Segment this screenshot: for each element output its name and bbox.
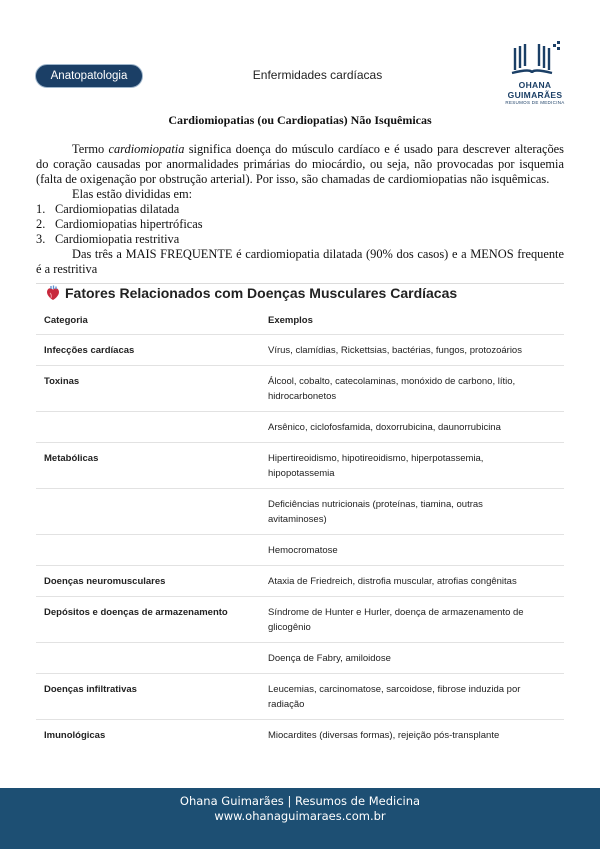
list-item (36, 217, 564, 232)
header-category: Categoria (44, 315, 88, 326)
row-examples: Vírus, clamídias, Rickettsias, bactérias, fungos, protozoários (268, 345, 522, 356)
row-examples: Síndrome de Hunter e Hurler, doença de armazenamento de glicogênio (268, 607, 524, 633)
table-row (36, 674, 564, 720)
row-category: Doenças infiltrativas (44, 684, 137, 695)
page-footer (0, 788, 600, 849)
table-row (36, 335, 564, 366)
row-category: Metabólicas (44, 453, 99, 464)
row-examples: Ataxia de Friedreich, distrofia muscular, atrofias congênitas (268, 576, 517, 587)
intro-text-start: Termo (72, 142, 109, 156)
row-examples: Miocardites (diversas formas), rejeição pós-transplante (268, 730, 500, 741)
logo-name: OHANA GUIMARÃES (507, 80, 563, 100)
open-book-logo-icon (509, 40, 561, 78)
row-category (36, 651, 268, 666)
anatomical-heart-icon (46, 285, 60, 301)
row-examples: Hipertireoidismo, hipotireoidismo, hiperpotassemia, hipopotassemia (268, 453, 484, 479)
row-category: Infecções cardíacas (44, 345, 135, 356)
footer-website-link[interactable]: www.ohanaguimaraes.com.br (214, 809, 386, 823)
table-row (36, 643, 564, 674)
row-category: Imunológicas (44, 730, 106, 741)
header-examples: Exemplos (268, 315, 313, 326)
row-category (36, 497, 268, 527)
intro-text-end: significa doença do músculo cardíaco e é usado para descrever alterações do coração causadas por anormalidades primárias do miocárdio, ou seja, não provocadas por isquemia (falta de oxigenação por obstrução arterial). Por isso, são chamadas de cardiomiopatias não isquêmicas. (36, 142, 564, 186)
list-number: 2. (36, 217, 46, 231)
list-item (36, 232, 564, 247)
division-intro: Elas estão divididas em: (72, 187, 193, 201)
section-title: Fatores Relacionados com Doenças Musculares Cardíacas (65, 285, 458, 301)
row-category: Toxinas (44, 376, 80, 387)
list-number: 3. (36, 232, 46, 246)
page-header-title: Enfermidades cardíacas (252, 68, 383, 82)
list-text: Cardiomiopatias hipertróficas (55, 217, 203, 231)
list-item (36, 202, 564, 217)
table-row (36, 720, 564, 750)
table-row (36, 366, 564, 412)
table-row (36, 489, 564, 535)
intro-term: cardiomiopatia (108, 142, 185, 156)
section-heading (46, 285, 566, 301)
row-examples: Álcool, cobalto, catecolaminas, monóxido de carbono, lítio, hidrocarbonetos (268, 376, 516, 402)
list-text: Cardiomiopatia restritiva (55, 232, 180, 246)
table-row (36, 443, 564, 489)
row-category: Doenças neuromusculares (44, 576, 166, 587)
section-divider (36, 283, 564, 284)
footer-brand: Ohana Guimarães | Resumos de Medicina (179, 794, 421, 808)
document-body (36, 113, 564, 277)
row-examples: Doença de Fabry, amiloidose (268, 653, 391, 664)
row-examples: Hemocromatose (268, 545, 338, 556)
row-category (36, 420, 268, 435)
table-row (36, 566, 564, 597)
table-header (36, 308, 564, 335)
intro-paragraph (36, 142, 564, 187)
list-text: Cardiomiopatias dilatada (55, 202, 180, 216)
table-row (36, 597, 564, 643)
document-title: Cardiomiopatias (ou Cardiopatias) Não Isquêmicas (168, 113, 432, 127)
row-category: Depósitos e doenças de armazenamento (44, 607, 228, 618)
list-number: 1. (36, 202, 46, 216)
table-row (36, 535, 564, 566)
logo-subtitle: RESUMOS DE MEDICINA (505, 100, 565, 105)
table-row (36, 412, 564, 443)
brand-logo (495, 40, 575, 105)
cardiomyopathy-types-list (36, 202, 564, 247)
row-examples: Deficiências nutricionais (proteínas, tiamina, outras avitaminoses) (268, 499, 483, 525)
factors-table (36, 308, 564, 750)
row-examples: Arsênico, ciclofosfamida, doxorrubicina, daunorrubicina (268, 422, 501, 433)
row-category (36, 543, 268, 558)
category-badge: Anatopatologia (35, 64, 143, 88)
row-examples: Leucemias, carcinomatose, sarcoidose, fibrose induzida por radiação (268, 684, 521, 710)
frequency-paragraph: Das três a MAIS FREQUENTE é cardiomiopatia dilatada (90% dos casos) e a MENOS frequente é a restritiva (36, 247, 564, 276)
